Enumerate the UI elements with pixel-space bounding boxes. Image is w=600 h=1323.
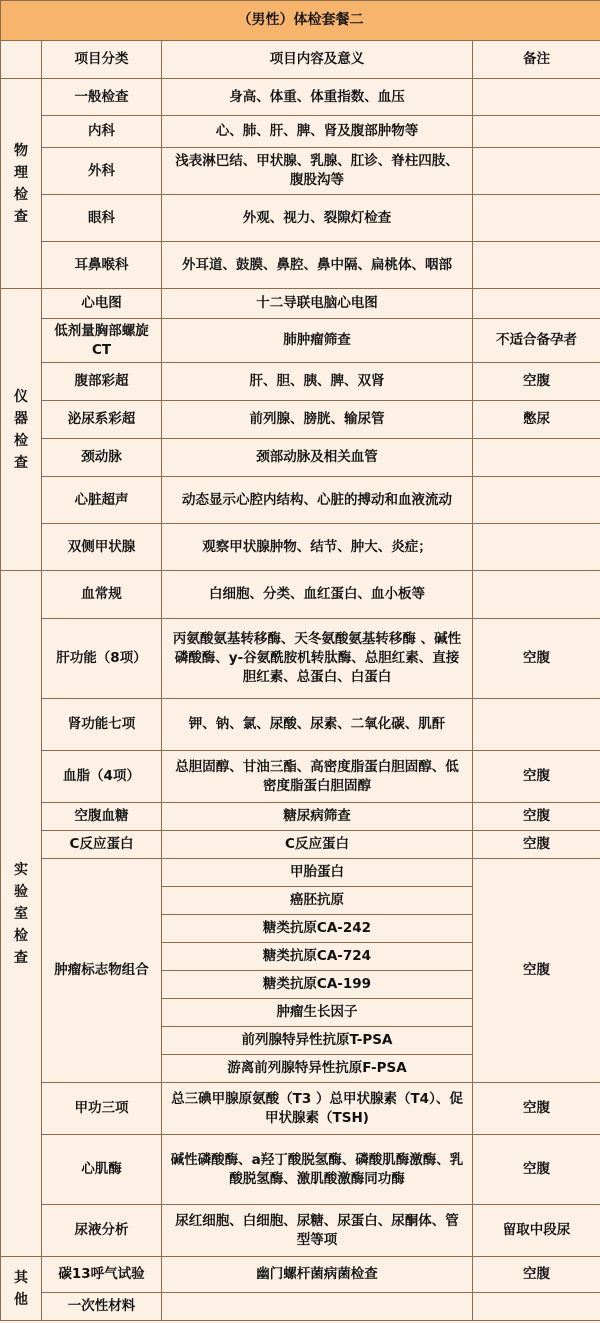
- item-cell: 心电图: [42, 289, 162, 319]
- item-cell: 内科: [42, 116, 162, 148]
- category-char: 仪: [14, 388, 28, 405]
- item-cell: 肝功能（8项）: [42, 619, 162, 699]
- category-cell: [1, 571, 42, 1257]
- note-cell: 空腹: [473, 1135, 600, 1205]
- table-row: [1, 751, 600, 803]
- table-row: [1, 289, 600, 319]
- table-row: [1, 831, 600, 859]
- table-row: [1, 524, 600, 571]
- content-cell: 碱性磷酸酶、a羟丁酸脱氢酶、磷酸肌酶激酶、乳酸脱氢酶、激肌酸激酶同功酶: [162, 1135, 473, 1205]
- item-cell: 心脏超声: [42, 477, 162, 524]
- content-cell: 颈部动脉及相关血管: [162, 439, 473, 477]
- table-row: [1, 116, 600, 148]
- category-char: 物: [14, 142, 28, 159]
- content-cell: 钾、钠、氯、尿酸、尿素、二氧化碳、肌酐: [162, 699, 473, 751]
- content-cell: 前列腺特异性抗原T-PSA: [162, 1027, 473, 1055]
- category-char: 其: [14, 1269, 28, 1286]
- header-row: [1, 41, 600, 79]
- content-cell: 外观、视力、裂隙灯检查: [162, 195, 473, 242]
- note-cell: [473, 79, 600, 116]
- category-char: 验: [14, 883, 28, 900]
- content-cell: C反应蛋白: [162, 831, 473, 859]
- content-cell: 白细胞、分类、血红蛋白、血小板等: [162, 571, 473, 619]
- category-char: 理: [14, 164, 28, 181]
- table-row: [1, 859, 600, 887]
- category-char: 查: [14, 208, 28, 225]
- table-row: [1, 477, 600, 524]
- note-cell: 空腹: [473, 363, 600, 401]
- note-cell: 空腹: [473, 859, 600, 1083]
- table-row: [1, 401, 600, 439]
- table-row: [1, 1257, 600, 1293]
- content-cell: 十二导联电脑心电图: [162, 289, 473, 319]
- note-cell: 憋尿: [473, 401, 600, 439]
- item-cell: 甲功三项: [42, 1083, 162, 1135]
- content-cell: 甲胎蛋白: [162, 859, 473, 887]
- item-cell: 腹部彩超: [42, 363, 162, 401]
- item-cell: 泌尿系彩超: [42, 401, 162, 439]
- item-cell: C反应蛋白: [42, 831, 162, 859]
- header-category: [1, 41, 42, 79]
- item-cell: 肾功能七项: [42, 699, 162, 751]
- note-cell: [473, 477, 600, 524]
- content-cell: 癌胚抗原: [162, 887, 473, 915]
- note-cell: 留取中段尿: [473, 1205, 600, 1257]
- item-cell: 低剂量胸部螺旋CT: [42, 319, 162, 363]
- note-cell: 不适合备孕者: [473, 319, 600, 363]
- note-cell: [473, 116, 600, 148]
- content-cell: 糖类抗原CA-199: [162, 971, 473, 999]
- page-title: （男性）体检套餐二: [1, 1, 600, 41]
- category-char: 室: [14, 905, 28, 922]
- category-char: 器: [14, 410, 28, 427]
- content-cell: 肺肿瘤筛查: [162, 319, 473, 363]
- item-cell: 碳13呼气试验: [42, 1257, 162, 1293]
- note-cell: [473, 571, 600, 619]
- category-cell: [1, 1257, 42, 1321]
- content-cell: 总胆固醇、甘油三酯、高密度脂蛋白胆固醇、低密度脂蛋白胆固醇: [162, 751, 473, 803]
- table-row: [1, 619, 600, 699]
- table-row: [1, 1293, 600, 1321]
- item-cell: 血脂（4项）: [42, 751, 162, 803]
- category-char: 实: [14, 861, 28, 878]
- content-cell: 心、肺、肝、脾、肾及腹部肿物等: [162, 116, 473, 148]
- title-row: [1, 1, 600, 41]
- content-cell: 肝、胆、胰、脾、双肾: [162, 363, 473, 401]
- content-cell: 身高、体重、体重指数、血压: [162, 79, 473, 116]
- item-cell: 肿瘤标志物组合: [42, 859, 162, 1083]
- content-cell: 浅表淋巴结、甲状腺、乳腺、肛诊、脊柱四肢、腹股沟等: [162, 148, 473, 195]
- note-cell: [473, 439, 600, 477]
- header-item: 项目分类: [42, 41, 162, 79]
- content-cell: 尿红细胞、白细胞、尿糖、尿蛋白、尿酮体、管型等项: [162, 1205, 473, 1257]
- table-row: [1, 195, 600, 242]
- note-cell: 空腹: [473, 803, 600, 831]
- note-cell: 空腹: [473, 619, 600, 699]
- content-cell: 观察甲状腺肿物、结节、肿大、炎症；: [162, 524, 473, 571]
- category-char: 他: [14, 1291, 28, 1308]
- item-cell: 双侧甲状腺: [42, 524, 162, 571]
- content-cell: 动态显示心腔内结构、心脏的搏动和血液流动: [162, 477, 473, 524]
- content-cell: [162, 1293, 473, 1321]
- table-row: [1, 319, 600, 363]
- note-cell: 空腹: [473, 1083, 600, 1135]
- item-cell: 眼科: [42, 195, 162, 242]
- table-row: [1, 79, 600, 116]
- note-cell: 空腹: [473, 1257, 600, 1293]
- category-char: 查: [14, 454, 28, 471]
- note-cell: [473, 1293, 600, 1321]
- note-cell: [473, 289, 600, 319]
- item-cell: 一次性材料: [42, 1293, 162, 1321]
- table-row: [1, 1205, 600, 1257]
- item-cell: 耳鼻喉科: [42, 242, 162, 289]
- table-row: [1, 363, 600, 401]
- content-cell: 游离前列腺特异性抗原F-PSA: [162, 1055, 473, 1083]
- content-cell: 糖尿病筛查: [162, 803, 473, 831]
- item-cell: 血常规: [42, 571, 162, 619]
- table-row: [1, 242, 600, 289]
- content-cell: 总三碘甲腺原氨酸（T3 ）总甲状腺素（T4）、促甲状腺素（TSH): [162, 1083, 473, 1135]
- table-row: [1, 803, 600, 831]
- note-cell: [473, 699, 600, 751]
- category-cell: [1, 79, 42, 289]
- item-cell: 一般检查: [42, 79, 162, 116]
- table-row: [1, 439, 600, 477]
- category-char: 检: [14, 186, 28, 203]
- category-char: 检: [14, 927, 28, 944]
- category-char: 查: [14, 949, 28, 966]
- note-cell: [473, 148, 600, 195]
- content-cell: 外耳道、鼓膜、鼻腔、鼻中隔、扁桃体、咽部: [162, 242, 473, 289]
- header-content: 项目内容及意义: [162, 41, 473, 79]
- category-cell: [1, 289, 42, 571]
- item-cell: 空腹血糖: [42, 803, 162, 831]
- content-cell: 丙氨酸氨基转移酶、天冬氨酸氨基转移酶 、碱性磷酸酶、y-谷氨酰胺机转肽酶、总胆红素、直接胆红素、总蛋白、白蛋白: [162, 619, 473, 699]
- category-char: 检: [14, 432, 28, 449]
- content-cell: 肿瘤生长因子: [162, 999, 473, 1027]
- content-cell: 糖类抗原CA-724: [162, 943, 473, 971]
- header-note: 备注: [473, 41, 600, 79]
- item-cell: 颈动脉: [42, 439, 162, 477]
- table-row: [1, 699, 600, 751]
- note-cell: 空腹: [473, 831, 600, 859]
- note-cell: 空腹: [473, 751, 600, 803]
- table-row: [1, 571, 600, 619]
- table-row: [1, 1135, 600, 1205]
- note-cell: [473, 524, 600, 571]
- item-cell: 尿液分析: [42, 1205, 162, 1257]
- table-row: [1, 148, 600, 195]
- note-cell: [473, 242, 600, 289]
- content-cell: 糖类抗原CA-242: [162, 915, 473, 943]
- note-cell: [473, 195, 600, 242]
- item-cell: 外科: [42, 148, 162, 195]
- item-cell: 心肌酶: [42, 1135, 162, 1205]
- content-cell: 前列腺、膀胱、输尿管: [162, 401, 473, 439]
- content-cell: 幽门螺杆菌病菌检查: [162, 1257, 473, 1293]
- table-row: [1, 1083, 600, 1135]
